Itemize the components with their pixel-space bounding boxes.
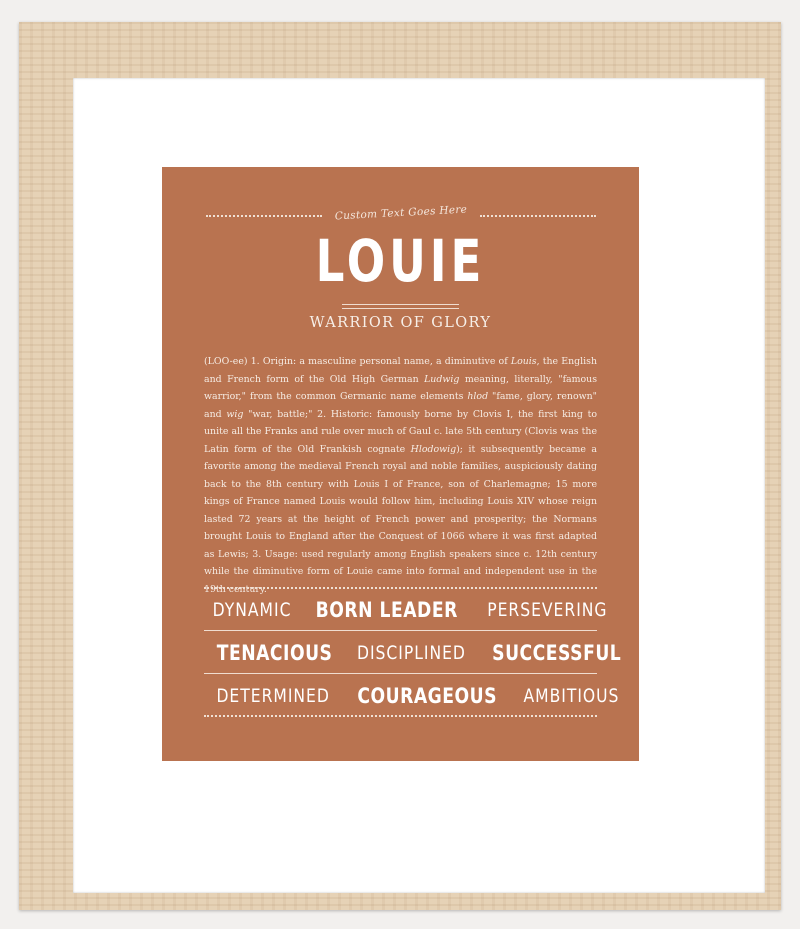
custom-text: Custom Text Goes Here <box>334 203 468 223</box>
trait-word: COURAGEOUS <box>357 684 498 708</box>
name-print <box>162 167 639 761</box>
title-rule <box>342 308 459 309</box>
trait-word: AMBITIOUS <box>523 685 620 707</box>
trait-word: DISCIPLINED <box>357 642 467 664</box>
name-definition: (LOO-ee) 1. Origin: a masculine personal name, a diminutive of Louis, the English and French form of the Old High German Ludwig meaning, literally, "famous warrior," from the common Germanic name elements hlod "fame, glory, renown" and wig "war, battle;" 2. Historic: famously borne by Clovis I, the first king to unite all the Franks and rule over much of Gaul c. late 5th century (Clovis was the Latin form of the Old Frankish cognate Hlodowig); it subsequently became a favorite among the medieval French royal and noble families, auspiciously dating back to the 8th century with Louis I of France, son of Charlemagne; 15 more kings of France named Louis would follow him, including Louis XIV whose reign lasted 72 years at the height of French power and prosperity; the Normans brought Louis to England after the Conquest of 1066 where it was first adapted as Lewis; 3. Usage: used regularly among English speakers since c. 12th century while the diminutive form of Louie came into formal and independent use in the 19th century. <box>204 356 598 595</box>
traits-row <box>204 636 622 670</box>
trait-rule <box>204 630 597 631</box>
title-rule <box>342 304 459 305</box>
trait-word: PERSEVERING <box>486 599 608 621</box>
traits-row <box>204 593 608 627</box>
trait-word: DETERMINED <box>216 685 330 707</box>
trait-word: BORN LEADER <box>315 598 458 622</box>
trait-rule <box>204 673 597 674</box>
trait-word: TENACIOUS <box>216 641 333 665</box>
name-meaning: WARRIOR OF GLORY <box>309 315 492 331</box>
dotted-divider <box>206 215 322 217</box>
trait-word: SUCCESSFUL <box>492 641 622 665</box>
dotted-divider <box>480 215 596 217</box>
trait-word: DYNAMIC <box>212 599 292 621</box>
name-title: LOUIE <box>315 227 486 295</box>
dotted-divider <box>204 587 597 589</box>
custom-text-row <box>206 203 596 227</box>
dotted-divider <box>204 715 597 717</box>
traits-row <box>204 679 620 713</box>
